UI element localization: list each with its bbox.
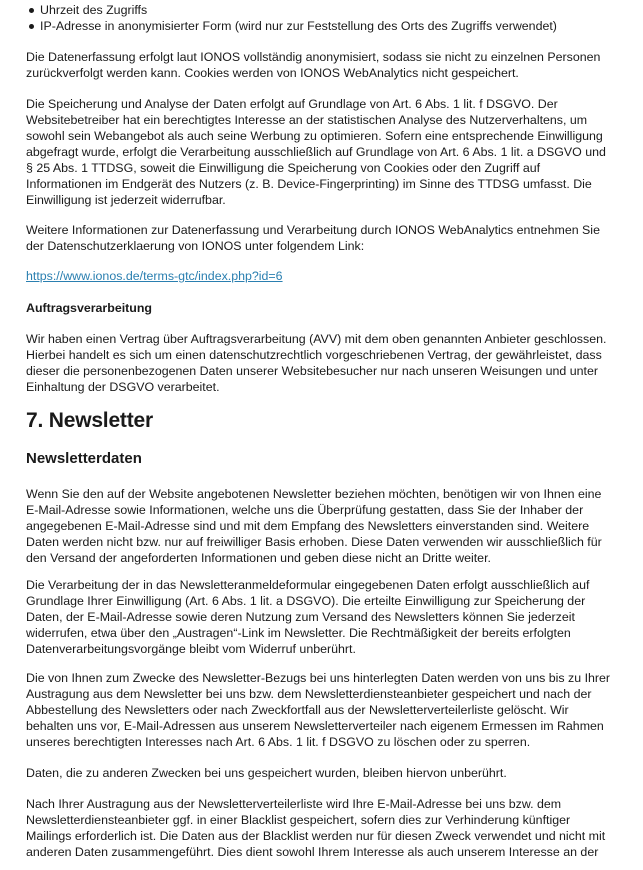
subheading-auftragsverarbeitung: Auftragsverarbeitung — [26, 301, 152, 315]
paragraph-newsletter-storage: Die von Ihnen zum Zwecke des Newsletter-Bezugs bei uns hinterlegten Daten werden von uns bis zu Ihrer Austragung aus dem Newsletter bei uns bzw. dem Newsletterdiensteanbieter gespeichert und nach der Abbestellung des Newsletters oder nach Zweckfortfall aus der Newsletterverteilerliste gelöscht. Wir behalten uns vor, E-Mail-Adressen aus unserem Newsletterverteiler nach eigenem Ermessen im Rahmen unseres berechtigten Interesses nach Art. 6 Abs. 1 lit. f DSGVO zu löschen oder zu sperren. — [26, 671, 611, 749]
access-data-list — [26, 2, 557, 34]
paragraph-legal-basis: Die Speicherung und Analyse der Daten erfolgt auf Grundlage von Art. 6 Abs. 1 lit. f DSGVO. Der Websitebetreiber hat ein berechtigtes Interesse an der statistischen Analyse des Nutzerverhaltens, um sowohl sein Webangebot als auch seine Werbung zu optimieren. Sofern eine entsprechende Einwilligung abgefragt wurde, erfolgt die Verarbeitung ausschließlich auf Grundlage von Art. 6 Abs. 1 lit. a DSGVO und § 25 Abs. 1 TTDSG, soweit die Einwilligung die Speicherung von Cookies oder den Zugriff auf Informationen im Endgerät des Nutzers (z. B. Device-Fingerprinting) im Sinne des TTDSG umfasst. Die Einwilligung ist jederzeit widerrufbar. — [26, 97, 606, 207]
paragraph-newsletter-consent: Die Verarbeitung der in das Newsletteranmeldeformular eingegebenen Daten erfolgt ausschließlich auf Grundlage Ihrer Einwilligung (Art. 6 Abs. 1 lit. a DSGVO). Die erteilte Einwilligung zur Speicherung der Daten, der E-Mail-Adresse sowie deren Nutzung zum Versand des Newsletters können Sie jederzeit widerrufen, etwa über den „Austragen“-Link im Newsletter. Die Rechtmäßigkeit der bereits erfolgten Datenverarbeitungsvorgänge bleibt vom Widerruf unberührt. — [26, 578, 590, 656]
paragraph-newsletter-data: Wenn Sie den auf der Website angebotenen Newsletter beziehen möchten, benötigen wir von Ihnen eine E-Mail-Adresse sowie Informationen, welche uns die Überprüfung gestatten, dass Sie der Inhaber der angegebenen E-Mail-Adresse sind und mit dem Empfang des Newsletters einverstanden sind. Weitere Daten werden nicht bzw. nur auf freiwilliger Basis erhoben. Diese Daten verwenden wir ausschließlich für den Versand der angeforderten Informationen und geben diese nicht an Dritte weiter. — [26, 487, 602, 565]
section-heading-newsletter: 7. Newsletter — [26, 409, 153, 432]
list-item: Uhrzeit des Zugriffs — [26, 2, 557, 18]
paragraph-other-data: Daten, die zu anderen Zwecken bei uns gespeichert wurden, bleiben hiervon unberührt. — [26, 766, 507, 780]
paragraph-avv: Wir haben einen Vertrag über Auftragsverarbeitung (AVV) mit dem oben genannten Anbieter geschlossen. Hierbei handelt es sich um einen datenschutzrechtlich vorgeschriebenen Vertrag, der gewährleistet, dass dieser die personenbezogenen Daten unserer Websitebesucher nur nach unseren Weisungen und unter Einhaltung der DSGVO verarbeitet. — [26, 332, 607, 394]
ionos-privacy-link[interactable]: https://www.ionos.de/terms-gtc/index.php?id=6 — [26, 269, 283, 283]
list-item: IP-Adresse in anonymisierter Form (wird nur zur Feststellung des Orts des Zugriffs verwendet) — [26, 18, 557, 34]
paragraph-blacklist: Nach Ihrer Austragung aus der Newsletterverteilerliste wird Ihre E-Mail-Adresse bei uns bzw. dem Newsletterdiensteanbieter ggf. in einer Blacklist gespeichert, sofern dies zur Verhinderung künftiger Mailings erforderlich ist. Die Daten aus der Blacklist werden nur für diesen Zweck verwendet und nicht mit anderen Daten zusammengeführt. Dies dient sowohl Ihrem Interesse als auch unserem Interesse an der — [26, 797, 606, 859]
subheading-newsletterdaten: Newsletterdaten — [26, 450, 142, 467]
paragraph-more-info: Weitere Informationen zur Datenerfassung und Verarbeitung durch IONOS WebAnalytics entnehmen Sie der Datenschutzerklaerung von IONOS unter folgendem Link: — [26, 223, 600, 253]
paragraph-anonymization: Die Datenerfassung erfolgt laut IONOS vollständig anonymisiert, sodass sie nicht zu einzelnen Personen zurückverfolgt werden kann. Cookies werden von IONOS WebAnalytics nicht gespeichert. — [26, 50, 601, 80]
